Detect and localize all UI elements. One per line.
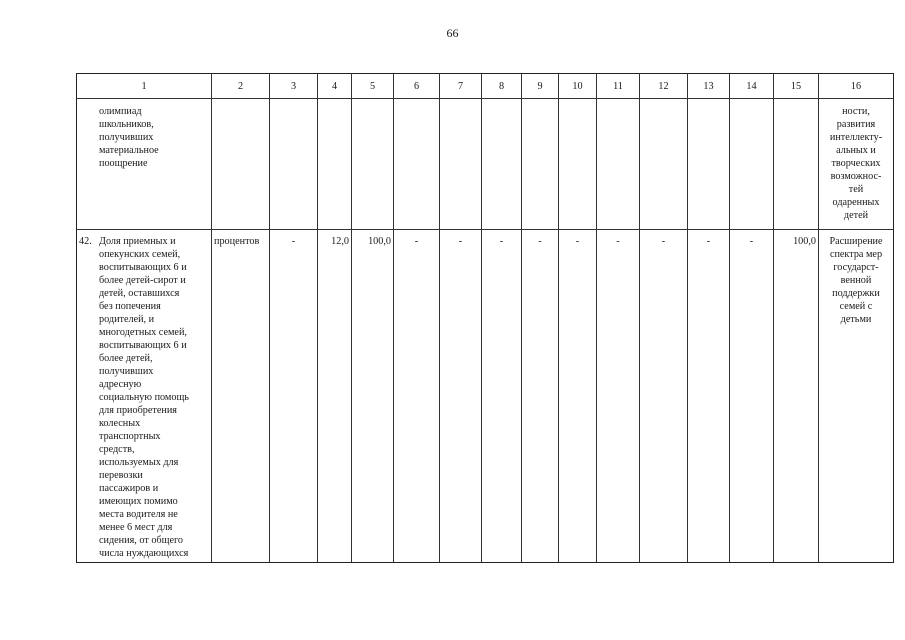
header-cell: 14 [730,74,774,99]
indicator-name-cell [77,99,212,230]
indicators-table [76,73,894,563]
header-cell: 4 [318,74,352,99]
empty-cell [597,99,640,230]
empty-cell [774,99,819,230]
value-cell: - [482,230,522,563]
indicator-name-continued: олимпиад школьников, получивших материальное поощрение [99,106,159,169]
value-cell: - [688,230,730,563]
header-cell: 12 [640,74,688,99]
header-cell: 1 [77,74,212,99]
empty-cell [688,99,730,230]
empty-cell [440,99,482,230]
empty-cell [559,99,597,230]
header-cell: 3 [270,74,318,99]
empty-cell [730,99,774,230]
value-cell: - [730,230,774,563]
value-cell: - [559,230,597,563]
empty-cell [318,99,352,230]
empty-cell [640,99,688,230]
table-row [77,230,894,563]
empty-cell [482,99,522,230]
empty-cell [394,99,440,230]
header-cell: 16 [819,74,894,99]
header-cell: 13 [688,74,730,99]
value-cell: - [394,230,440,563]
value-cell: - [597,230,640,563]
header-cell: 8 [482,74,522,99]
value-cell: - [522,230,559,563]
header-cell: 7 [440,74,482,99]
header-cell: 11 [597,74,640,99]
header-cell: 10 [559,74,597,99]
empty-cell [270,99,318,230]
goal-cell-continued: ности, развития интеллекту- альных и творческих возможнос- тей одаренных детей [819,99,894,230]
value-cell: 100,0 [352,230,394,563]
empty-cell [352,99,394,230]
header-cell: 9 [522,74,559,99]
table-row [77,99,894,230]
value-cell: - [640,230,688,563]
header-cell: 6 [394,74,440,99]
empty-cell [212,99,270,230]
value-cell: - [270,230,318,563]
row-number: 42. [79,236,92,247]
page-number: 66 [446,26,459,40]
value-cell: 100,0 [774,230,819,563]
empty-cell [522,99,559,230]
goal-cell: Расширение спектра мер государст- венной поддержки семей с детьми [819,230,894,563]
header-cell: 15 [774,74,819,99]
value-cell: 12,0 [318,230,352,563]
header-cell: 2 [212,74,270,99]
indicator-name-cell: 42. Доля приемных и опекунских семей, воспитывающих 6 и более детей-сирот и детей, оставшихся без попечения родителей, и многодетных семей, воспитывающих 6 и более детей, получивших адресную социальную помощь для приобретения колесных транспортных средств, используемых для перевозки пассажиров и имеющих помимо места водителя не менее 6 мест для сидения, от общего числа нуждающихся [77,230,212,563]
header-cell: 5 [352,74,394,99]
indicator-name: опекунских семей, воспитывающих 6 и более детей-сирот и детей, оставшихся без попечения родителей, и многодетных семей, воспитывающих 6 и более детей, получивших адресную социальную помощь для приобретения колесных транспортных средств, используемых для перевозки пассажиров и имеющих помимо места водителя не менее 6 мест для сидения, от общего числа нуждающихся [99,249,189,559]
value-cell: - [440,230,482,563]
unit-cell: процентов [212,230,270,563]
header-row [77,74,894,99]
